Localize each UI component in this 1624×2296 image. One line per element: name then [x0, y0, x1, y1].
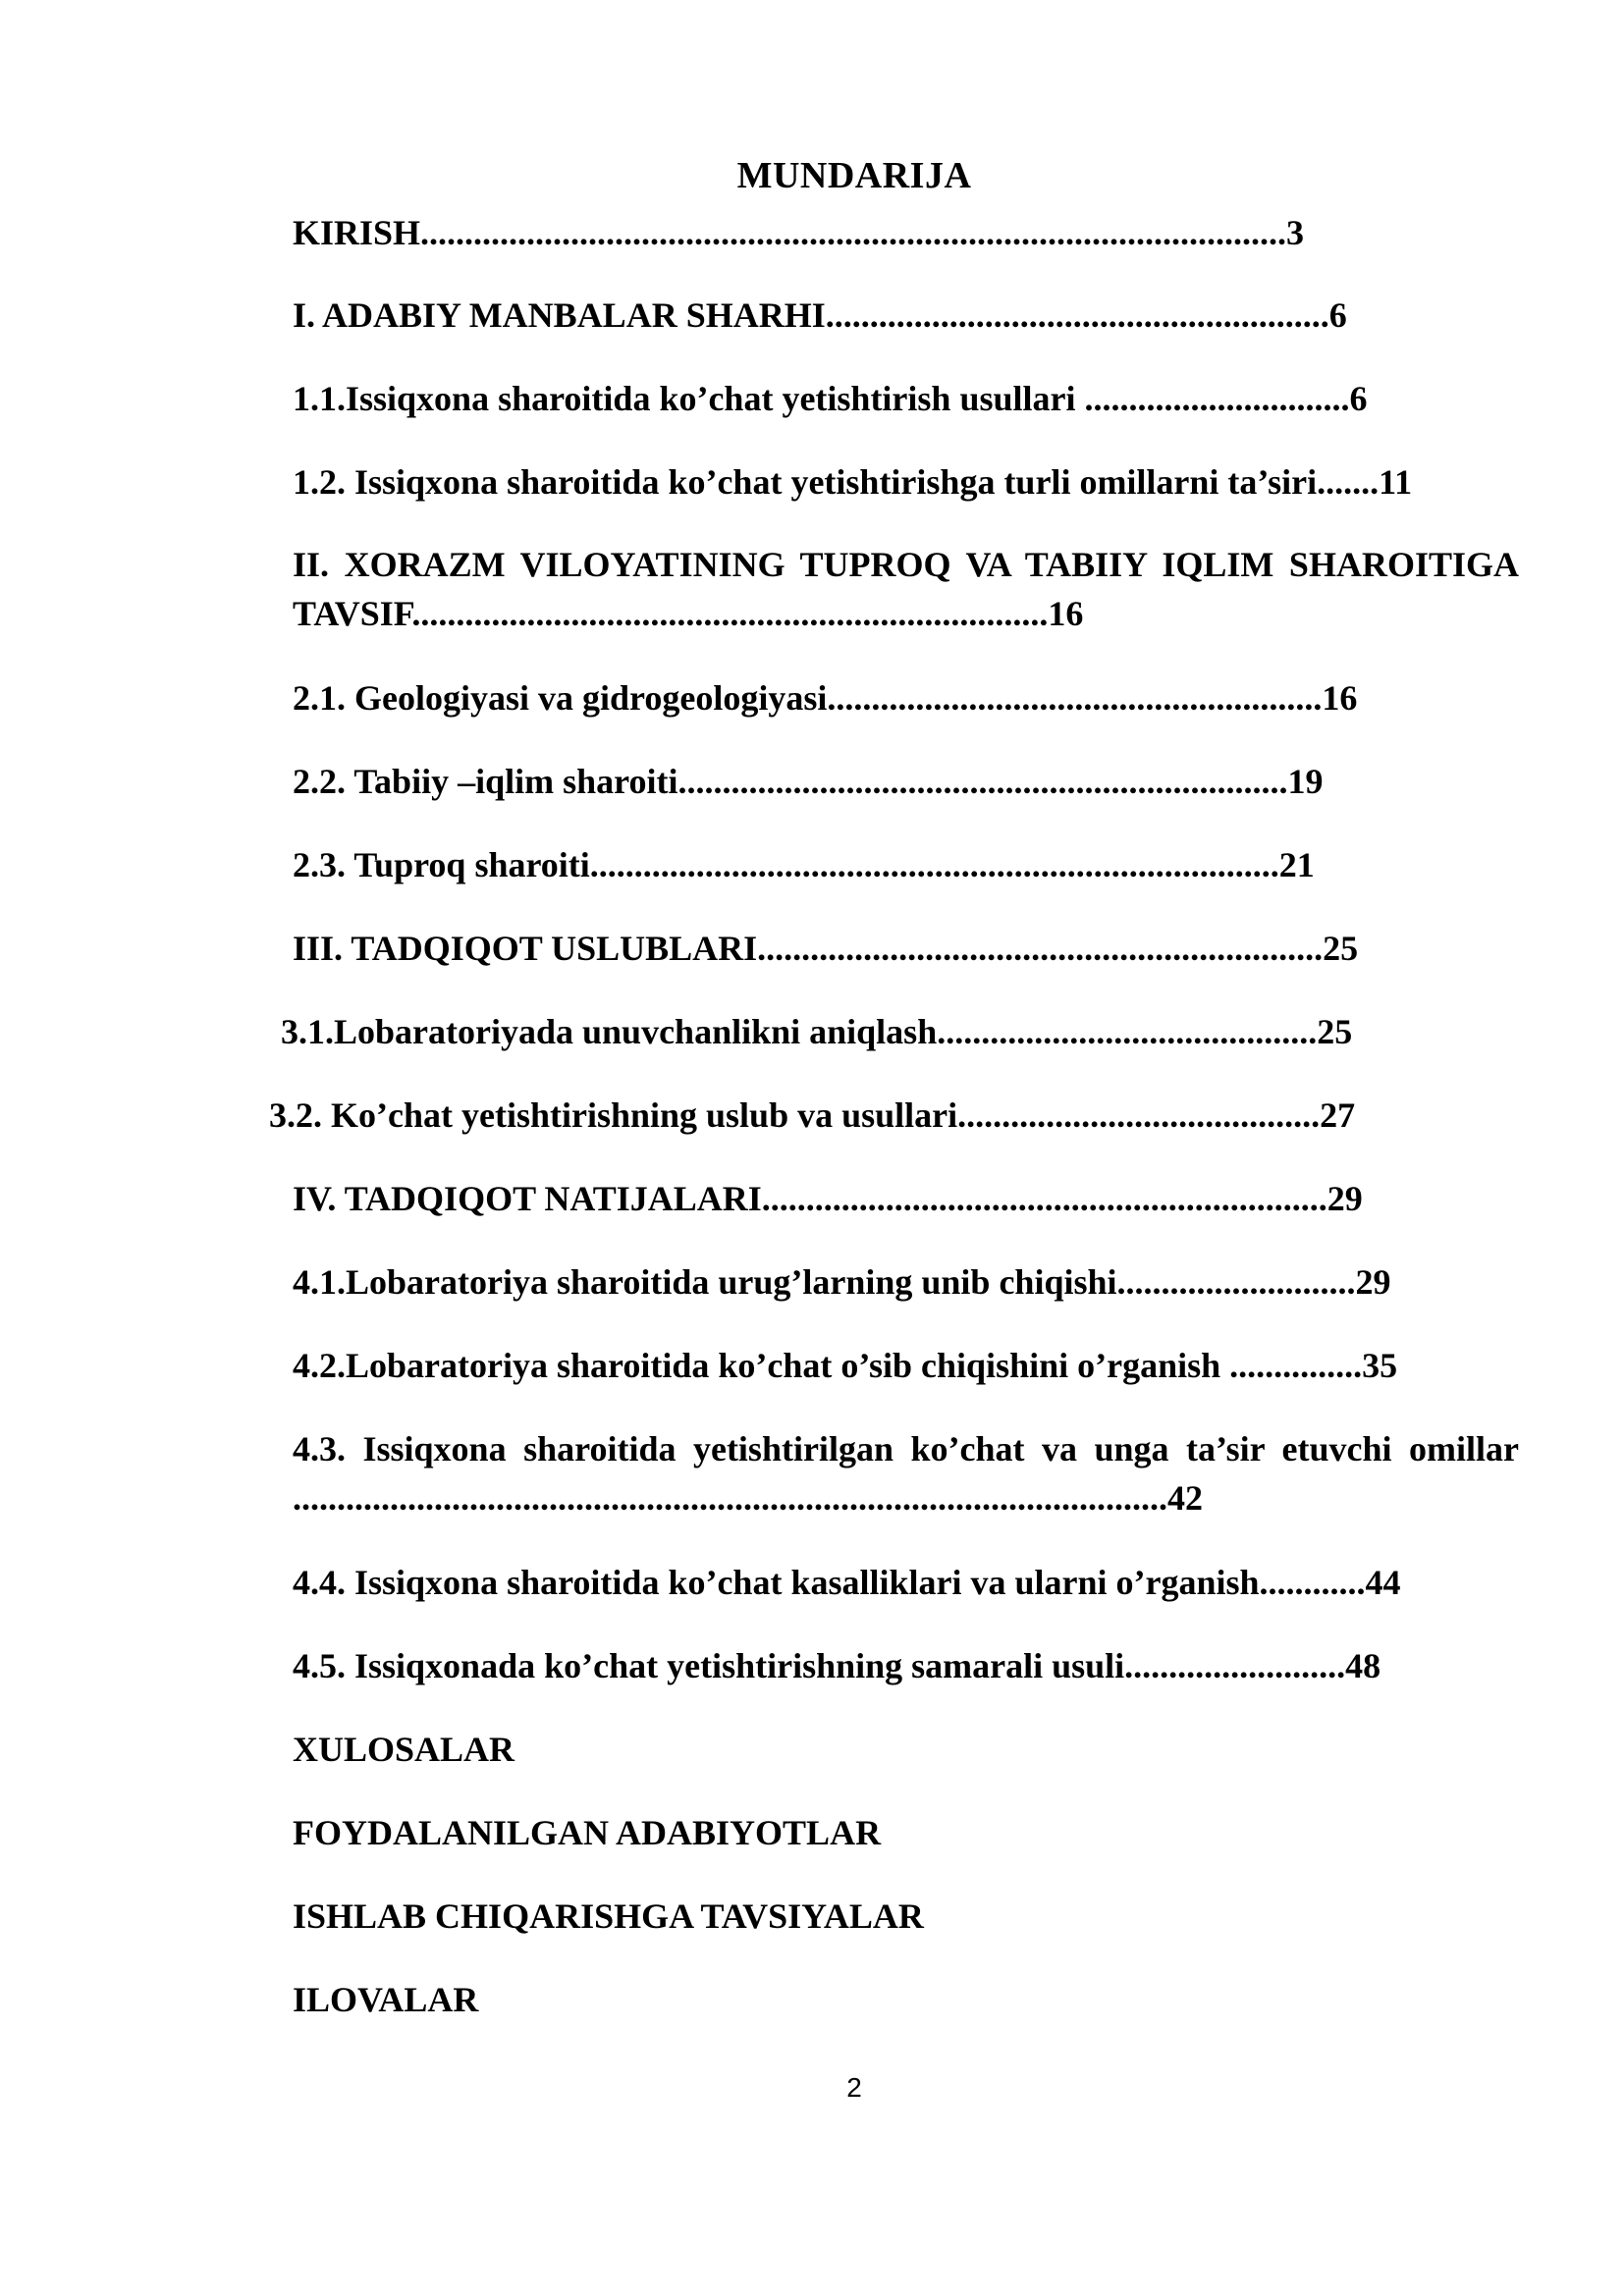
toc-entry-4-5: 4.5. Issiqxonada ko’chat yetishtirishning samarali usuli.........................48: [293, 1646, 1381, 1685]
toc-entry-4-2: 4.2.Lobaratoriya sharoitida ko’chat o’sib chiqishini o’rganish ...............35: [293, 1346, 1398, 1385]
toc-heading: MUNDARIJA: [736, 155, 972, 196]
toc-entry-2-2: 2.2. Tabiiy –iqlim sharoiti.....................................................................19: [293, 762, 1324, 801]
toc-entry-ilovalar: ILOVALAR: [293, 1980, 479, 2019]
toc-entry-3-2: 3.2. Ko’chat yetishtirishning uslub va usullari.........................................27: [269, 1095, 1356, 1135]
toc-entry-adabiyotlar: FOYDALANILGAN ADABIYOTLAR: [293, 1813, 882, 1852]
toc-entry-4-3: 4.3. Issiqxona sharoitida yetishtirilgan ko’chat va unga ta’sir etuvchi omillar ...................................................................................................42: [293, 1429, 1519, 1518]
toc-entry-1-2: 1.2. Issiqxona sharoitida ko’chat yetishtirishga turli omillarni ta’siri.......11: [293, 462, 1413, 502]
toc-entry-chapter-1: I. ADABIY MANBALAR SHARHI.........................................................6: [293, 295, 1347, 335]
toc-entry-kirish: KIRISH..................................................................................................3: [293, 213, 1305, 252]
toc-entry-2-3: 2.3. Tuproq sharoiti..............................................................................21: [293, 845, 1315, 884]
toc-entry-3-1: 3.1.Lobaratoriyada unuvchanlikni aniqlash...........................................25: [281, 1012, 1353, 1051]
page-number: 2: [846, 2072, 862, 2103]
toc-entry-chapter-4: IV. TADQIQOT NATIJALARI................................................................29: [293, 1179, 1363, 1218]
toc-entry-2-1: 2.1. Geologiyasi va gidrogeologiyasi........................................................16: [293, 678, 1358, 718]
toc-entry-4-1: 4.1.Lobaratoriya sharoitida urug’larning unib chiqishi...........................29: [293, 1262, 1391, 1302]
toc-entry-xulosalar: XULOSALAR: [293, 1730, 515, 1769]
toc-entry-4-4: 4.4. Issiqxona sharoitida ko’chat kasalliklari va ularni o’rganish............44: [293, 1563, 1401, 1602]
toc-entry-chapter-3: III. TADQIQOT USLUBLARI................................................................25: [293, 929, 1359, 968]
toc-entry-1-1: 1.1.Issiqxona sharoitida ko’chat yetishtirish usullari ..............................6: [293, 379, 1368, 418]
toc-entry-tavsiyalar: ISHLAB CHIQARISHGA TAVSIYALAR: [293, 1896, 924, 1936]
toc-entry-chapter-2: II. XORAZM VILOYATINING TUPROQ VA TABIIY IQLIM SHAROITIGA TAVSIF........................................................................16: [293, 545, 1519, 633]
